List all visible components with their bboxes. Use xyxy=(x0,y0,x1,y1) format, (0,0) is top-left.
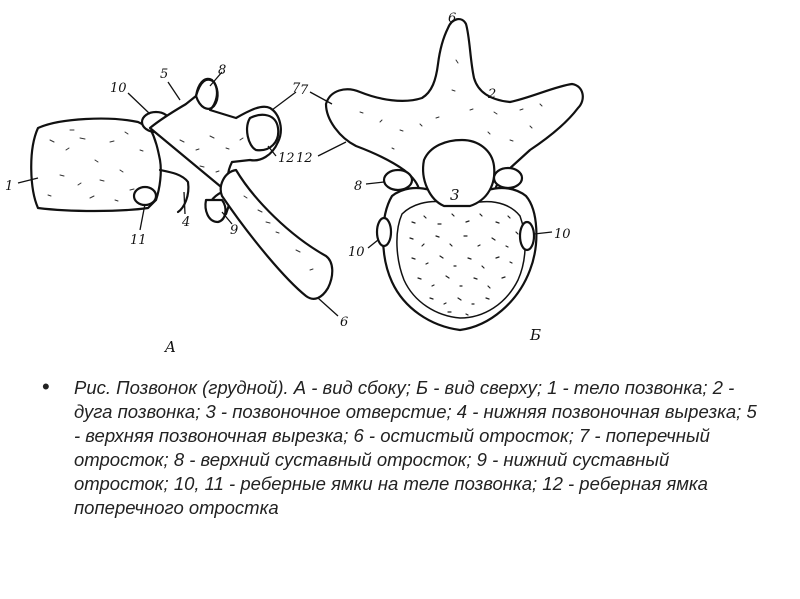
label-1-side: 1 xyxy=(5,179,14,194)
label-6-top: 6 xyxy=(448,11,457,26)
articular-facet-left xyxy=(384,170,412,190)
label-6-side: 6 xyxy=(340,315,349,330)
label-3-top: 3 xyxy=(450,186,460,204)
label-7-top: 7 xyxy=(300,83,309,98)
articular-facet-right xyxy=(494,168,522,188)
transverse-process-side xyxy=(247,115,278,150)
costal-pit-lower xyxy=(134,187,156,205)
top-view xyxy=(326,19,583,330)
figure-caption: Рис. Позвонок (грудной). А - вид сбоку; Б - вид сверху; 1 - тело позвонка; 2 - дуга позвонка; 3 - позвоночное отверстие; 4 - нижняя позвоночная вырезка; 5 - верхняя позвоночная вырезка; 6 - остистый отросток; 7 - поперечный отросток; 8 - верхний суставный отросток; 9 - нижний суставный отросток; 10, 11 - реберные ямки на теле позвонка; 12 - реберная ямка поперечного отростка xyxy=(74,377,757,518)
label-5-side: 5 xyxy=(160,67,169,82)
label-10-top-right: 10 xyxy=(554,227,571,242)
caption-block xyxy=(42,376,762,520)
inferior-articular-process xyxy=(206,200,226,222)
label-10-side: 10 xyxy=(110,81,127,96)
label-2-top: 2 xyxy=(488,87,497,102)
label-8-top: 8 xyxy=(354,179,363,194)
label-12-top: 12 xyxy=(296,151,313,166)
label-11-side: 11 xyxy=(130,233,147,248)
label-8-side: 8 xyxy=(218,63,227,78)
side-view xyxy=(31,79,332,299)
label-7-side: 7 xyxy=(292,81,301,96)
label-9-side: 9 xyxy=(230,223,239,238)
label-12-side: 12 xyxy=(278,151,295,166)
costal-facet-left xyxy=(377,218,391,246)
label-10-top-left: 10 xyxy=(348,245,365,260)
bullet-marker: • xyxy=(42,374,50,399)
view-b-letter: Б xyxy=(530,326,542,344)
costal-facet-right xyxy=(520,222,534,250)
view-a-letter: A xyxy=(165,338,176,356)
label-4-side: 4 xyxy=(182,215,191,230)
